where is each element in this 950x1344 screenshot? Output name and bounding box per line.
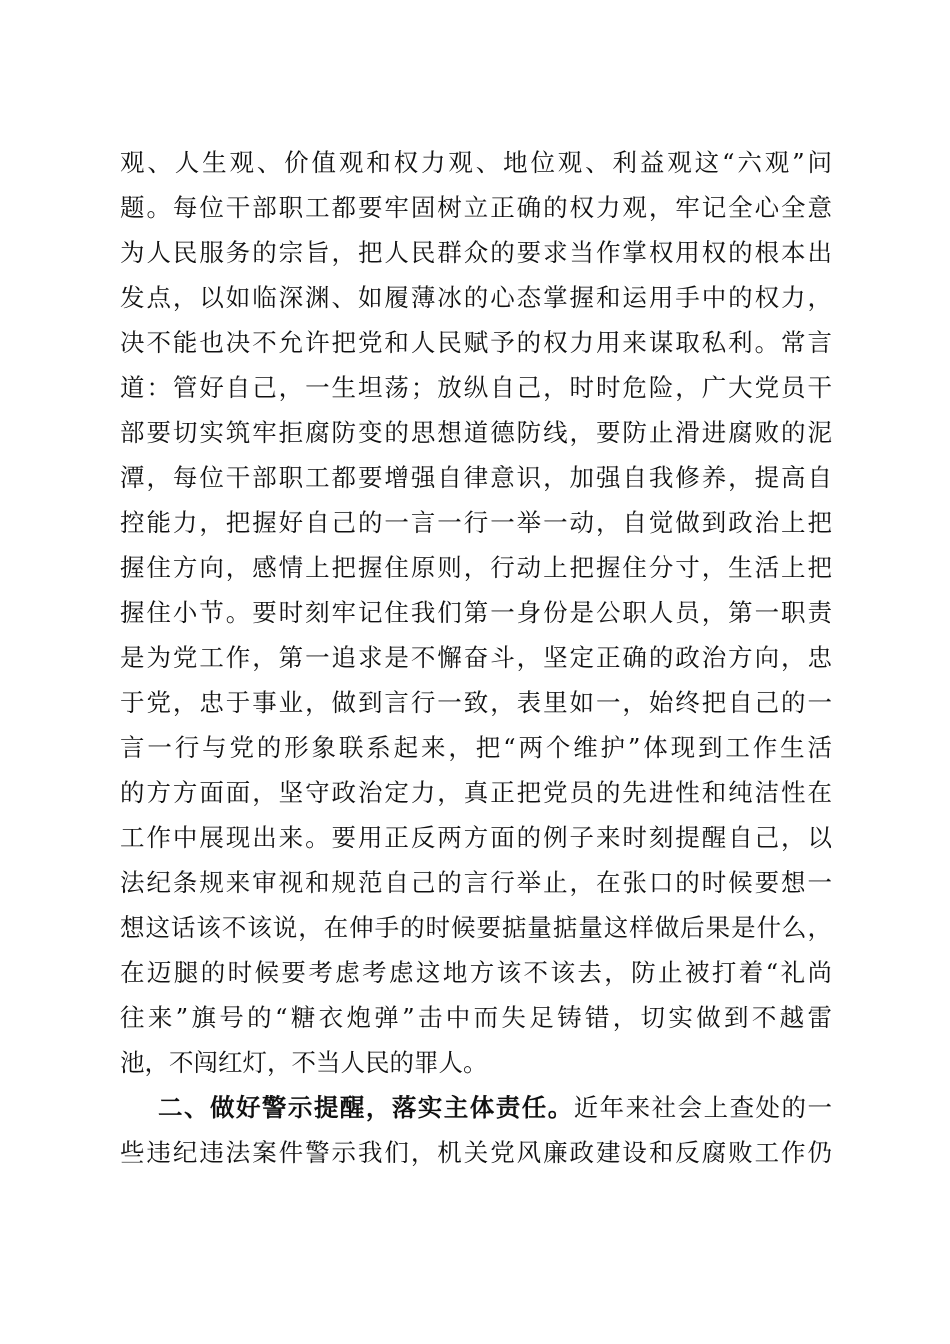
- paragraph-line: 为人民服务的宗旨，把人民群众的要求当作掌权用权的根本出: [120, 238, 832, 267]
- paragraph-line-last: 池，不闯红灯，不当人民的罪人。: [120, 1048, 488, 1077]
- paragraph-line: 的方方面面，坚守政治定力，真正把党员的先进性和纯洁性在: [120, 778, 832, 807]
- paragraph-line: 控能力，把握好自己的一言一行一举一动，自觉做到政治上把: [120, 508, 832, 537]
- section-2-text: 近年来社会上查处的一: [573, 1093, 833, 1122]
- paragraph-line: 发点，以如临深渊、如履薄冰的心态掌握和运用手中的权力，: [120, 283, 832, 312]
- section-2-first-line: [158, 1090, 832, 1126]
- paragraph-line: 部要切实筑牢拒腐防变的思想道德防线，要防止滑进腐败的泥: [120, 418, 832, 447]
- paragraph-line: 在迈腿的时候要考虑考虑这地方该不该去，防止被打着“礼尚: [120, 958, 832, 987]
- paragraph-line: 于党，忠于事业，做到言行一致，表里如一，始终把自己的一: [120, 688, 832, 717]
- paragraph-line: 道：管好自己，一生坦荡；放纵自己，时时危险，广大党员干: [120, 373, 832, 402]
- paragraph-line: 题。每位干部职工都要牢固树立正确的权力观，牢记全心全意: [120, 193, 832, 222]
- paragraph-line: 观、人生观、价值观和权力观、地位观、利益观这“六观”问: [120, 148, 832, 177]
- paragraph-line: 决不能也决不允许把党和人民赋予的权力用来谋取私利。常言: [120, 328, 832, 357]
- paragraph-line: 潭，每位干部职工都要增强自律意识，加强自我修养，提高自: [120, 463, 832, 492]
- paragraph-line: 言一行与党的形象联系起来，把“两个维护”体现到工作生活: [120, 733, 832, 762]
- paragraph-line: 往来”旗号的“糖衣炮弹”击中而失足铸错，切实做到不越雷: [120, 1003, 832, 1032]
- paragraph-line: 法纪条规来审视和规范自己的言行举止，在张口的时候要想一: [120, 868, 832, 897]
- paragraph-line: 工作中展现出来。要用正反两方面的例子来时刻提醒自己，以: [120, 823, 832, 852]
- paragraph-line: 些违纪违法案件警示我们，机关党风廉政建设和反腐败工作仍: [120, 1138, 832, 1167]
- paragraph-line: 握住小节。要时刻牢记住我们第一身份是公职人员，第一职责: [120, 598, 832, 627]
- paragraph-line: 握住方向，感情上把握住原则，行动上把握住分寸，生活上把: [120, 553, 832, 582]
- paragraph-line: 是为党工作，第一追求是不懈奋斗，坚定正确的政治方向，忠: [120, 643, 832, 672]
- section-2-heading: 二、做好警示提醒，落实主体责任。: [158, 1093, 574, 1122]
- paragraph-line: 想这话该不该说，在伸手的时候要掂量掂量这样做后果是什么，: [120, 913, 832, 942]
